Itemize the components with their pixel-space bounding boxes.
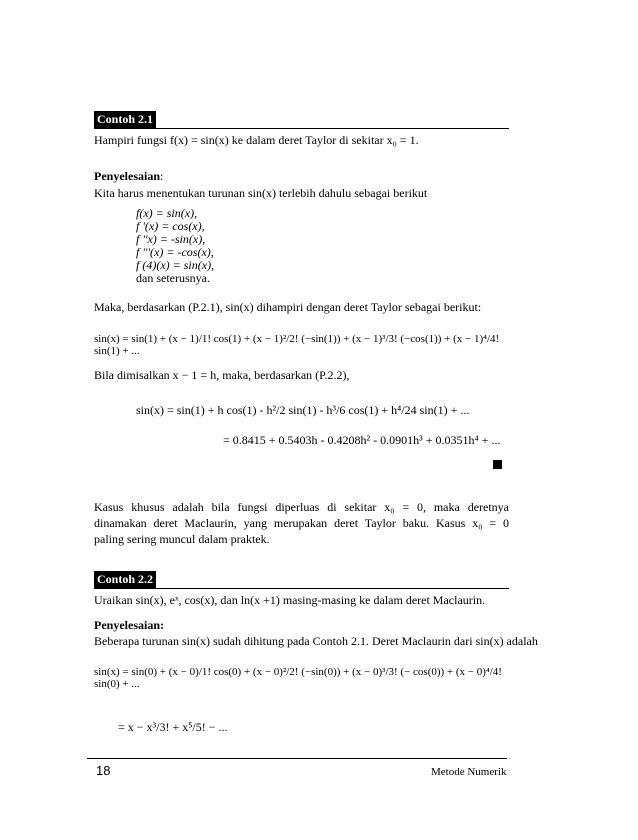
maclaurin-intro: Beberapa turunan sin(x) sudah dihitung pada Contoh 2.1. Deret Maclaurin dari sin(x) adalah <box>94 634 538 648</box>
derivative-line: f '''(x) = -cos(x), <box>136 245 214 259</box>
derivative-line: f ''x) = -sin(x), <box>136 232 206 246</box>
maclaurin-paragraph-line: paling sering muncul dalam praktek. <box>94 532 270 546</box>
page-number: 18 <box>96 763 111 778</box>
end-of-proof-square-icon <box>493 460 502 469</box>
maclaurin-paragraph-line: Kasus khusus adalah bila fungsi diperluas di sekitar x₀ = 0, maka deretnya <box>94 500 509 514</box>
derivative-line: dan seterusnya. <box>136 271 210 285</box>
maclaurin-paragraph-line: dinamakan deret Maclaurin, yang merupakan deret Taylor baku. Kasus x₀ = 0 <box>94 516 509 530</box>
example-2-1-problem: Hampiri fungsi f(x) = sin(x) ke dalam deret Taylor di sekitar x₀ = 1. <box>94 133 419 147</box>
example-2-2-label: Contoh 2.2 <box>94 571 156 588</box>
numeric-series-equation: = 0.8415 + 0.5403h - 0.4208h² - 0.0901h³ + 0.0351h⁴ + ... <box>223 433 501 447</box>
maclaurin-result-equation: = x − x³/3! + x⁵/5! − ... <box>118 720 228 734</box>
derivative-intro: Kita harus menentukan turunan sin(x) terlebih dahulu sebagai berikut <box>94 186 428 200</box>
taylor-series-equation: sin(x) = sin(1) + (x − 1)/1! cos(1) + (x − 1)²/2! (−sin(1)) + (x − 1)³/3! (−cos(1)) + (x − 1)⁴/4! sin(1) + ... <box>94 333 500 357</box>
solution-heading: Penyelesaian: <box>94 169 164 183</box>
derivative-list <box>136 207 214 285</box>
derivative-line: f (4)(x) = sin(x), <box>136 258 215 272</box>
taylor-intro: Maka, berdasarkan (P.2.1), sin(x) dihampiri dengan deret Taylor sebagai berikut: <box>94 300 482 314</box>
maclaurin-series-equation: sin(x) = sin(0) + (x − 0)/1! cos(0) + (x − 0)²/2! (−sin(0)) + (x − 0)³/3! (− cos(0)) + (x − 0)⁴/4! sin(0) + ... <box>94 666 502 690</box>
solution-heading: Penyelesaian: <box>94 618 164 632</box>
example-2-2-problem: Uraikan sin(x), eˣ, cos(x), dan ln(x +1) masing-masing ke dalam deret Maclaurin. <box>94 593 486 607</box>
book-title: Metode Numerik <box>431 766 507 778</box>
footer-divider <box>87 758 507 759</box>
section-divider <box>94 588 509 589</box>
section-divider <box>94 128 509 129</box>
example-2-1-label: Contoh 2.1 <box>94 111 156 128</box>
derivative-line: f(x) = sin(x), <box>136 206 198 220</box>
derivative-line: f '(x) = cos(x), <box>136 219 205 233</box>
h-series-equation: sin(x) = sin(1) + h cos(1) - h²/2 sin(1) - h³/6 cos(1) + h⁴/24 sin(1) + ... <box>136 403 470 417</box>
substitution-text: Bila dimisalkan x − 1 = h, maka, berdasarkan (P.2.2), <box>94 368 350 382</box>
